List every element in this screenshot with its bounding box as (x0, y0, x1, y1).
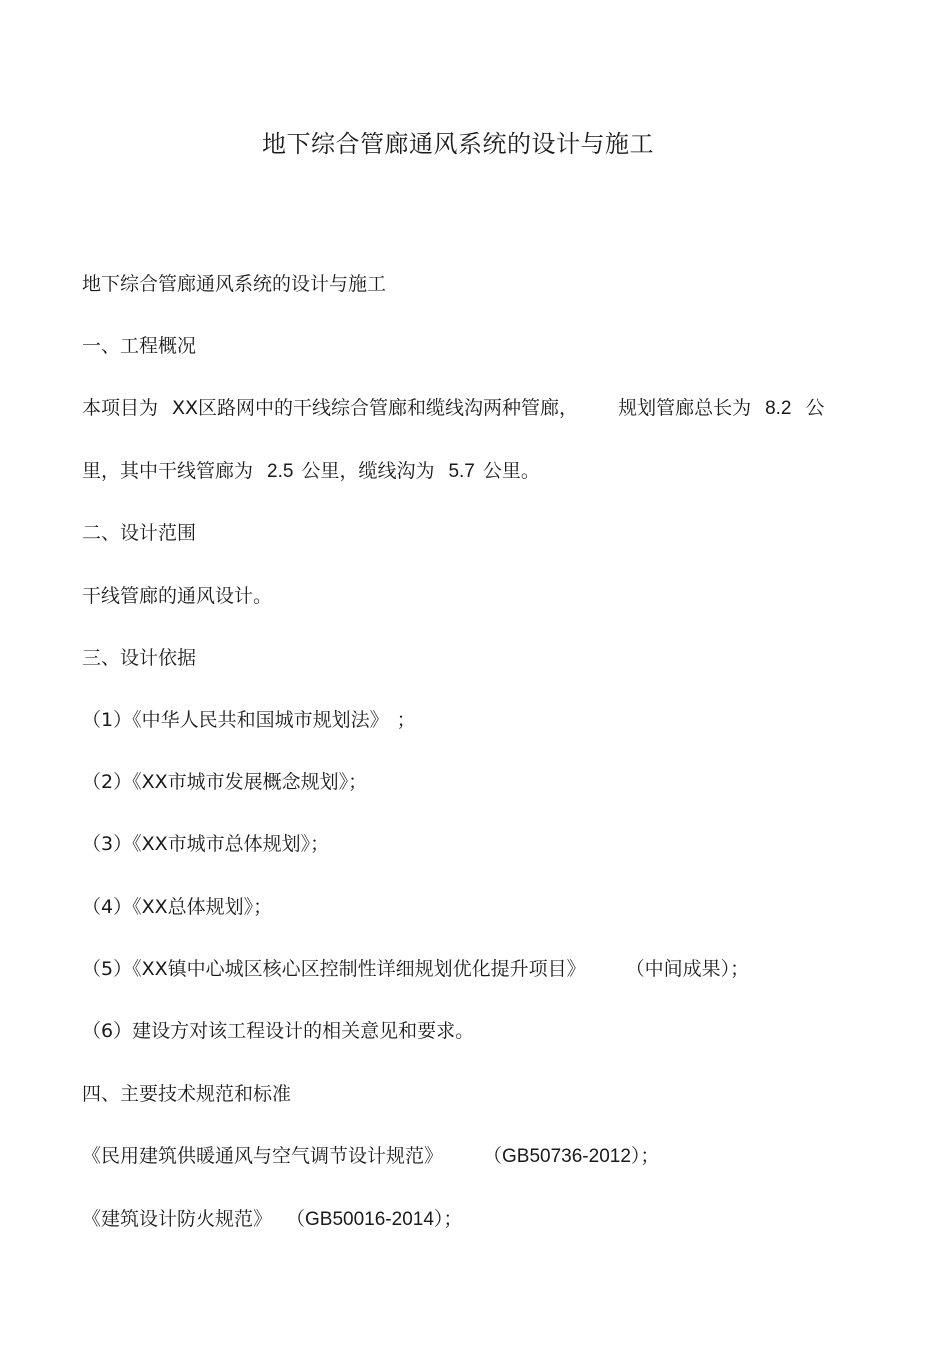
standard-item-code: （GB50736-2012）； (483, 1146, 660, 1167)
basis-item-number: （5） (82, 958, 133, 980)
basis-item-tail: ； (396, 709, 416, 731)
overview-text: 公里，缆线沟为 (301, 460, 435, 482)
overview-text: 规划管廊总长为 (618, 397, 752, 419)
overview-paragraph-line-2 (82, 459, 540, 484)
basis-item-number: （6） (82, 1020, 133, 1042)
basis-item-tail: ； (310, 833, 330, 855)
standard-item-name: 《民用建筑供暖通风与空气调节设计规范》 (82, 1145, 444, 1167)
overview-paragraph-line-1 (82, 396, 825, 421)
overview-text: 公 (805, 397, 825, 419)
standard-item-name: 《建筑设计防火规范》 (82, 1208, 273, 1230)
basis-item-number: （1） (82, 709, 133, 731)
document-title: 地下综合管廊通风系统的设计与施工 (262, 130, 654, 158)
section-heading-standards: 四、主要技术规范和标准 (82, 1083, 292, 1105)
standard-item (82, 1144, 659, 1169)
basis-item (82, 708, 416, 732)
basis-item-number: （2） (82, 771, 133, 793)
basis-item-text: 《XX市城市发展概念规划》 (132, 771, 349, 793)
basis-item (82, 1019, 474, 1043)
overview-text: XX区路网中的干线综合管廊和缆线沟两种管廊， (172, 397, 579, 419)
section-heading-overview: 一、工程概况 (82, 335, 197, 357)
standard-item (82, 1207, 462, 1232)
basis-item (82, 895, 272, 919)
cable-trench-length-value: 5.7 (448, 461, 475, 482)
section-heading-scope: 二、设计范围 (82, 522, 197, 544)
overview-text: 里，其中干线管廊为 (82, 460, 254, 482)
total-length-value: 8.2 (765, 398, 792, 419)
basis-item-number: （4） (82, 896, 133, 918)
basis-item-text: 建设方对该工程设计的相关意见和要求。 (132, 1020, 475, 1042)
basis-item (82, 832, 329, 856)
basis-item-text: 《XX总体规划》 (132, 896, 254, 918)
overview-text: 公里。 (482, 460, 540, 482)
basis-item (82, 957, 749, 981)
basis-item-tail: ； (253, 896, 273, 918)
basis-item-text: 《XX市城市总体规划》 (132, 833, 311, 855)
document-subtitle: 地下综合管廊通风系统的设计与施工 (82, 273, 387, 295)
overview-text: 本项目为 (82, 397, 159, 419)
basis-item-number: （3） (82, 833, 133, 855)
scope-text: 干线管廊的通风设计。 (82, 585, 273, 607)
basis-item-tail: ； (348, 771, 368, 793)
basis-item-tail: （中间成果）； (625, 958, 750, 980)
basis-item-text: 《XX镇中心城区核心区控制性详细规划优化提升项目》 (132, 958, 586, 980)
basis-item (82, 770, 367, 794)
section-heading-basis: 三、设计依据 (82, 647, 197, 669)
trunk-length-value: 2.5 (267, 461, 294, 482)
standard-item-code: （GB50016-2014）； (286, 1209, 463, 1230)
basis-item-text: 《中华人民共和国城市规划法》 (132, 709, 389, 731)
